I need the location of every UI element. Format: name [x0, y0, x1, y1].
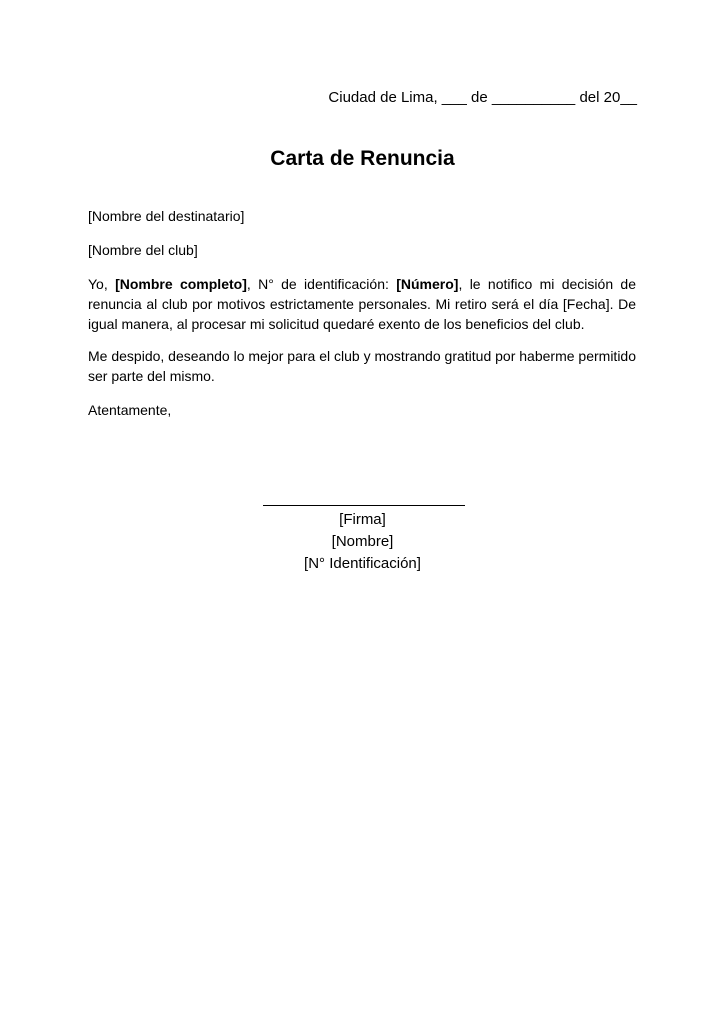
- signature-firma: [Firma]: [339, 511, 386, 528]
- signature-nombre: [Nombre]: [331, 533, 394, 550]
- paragraph-id-label: , N° de identificación:: [246, 276, 397, 292]
- signature-identificacion: [N° Identificación]: [304, 555, 421, 572]
- paragraph-prefix: Yo,: [88, 276, 116, 292]
- paragraph-rest: , le notifico mi decisión de renuncia al club por motivos estrictamente personales. Mi retiro será el día [Fecha]. De igual manera, al procesar mi solicitud quedaré exento de los beneficios del club.: [88, 276, 637, 332]
- farewell-paragraph: Me despido, deseando lo mejor para el club y mostrando gratitud por haberme permitido ser parte del mismo.: [88, 348, 636, 384]
- resignation-paragraph: [88, 274, 636, 334]
- signature-block: [0, 509, 725, 575]
- signature-line: [263, 505, 465, 506]
- recipient-name: [Nombre del destinatario]: [88, 208, 245, 224]
- full-name-placeholder: [Nombre completo]: [115, 276, 247, 292]
- closing-salutation: Atentamente,: [88, 402, 172, 418]
- date-line: Ciudad de Lima, ___ de __________ del 20__: [328, 89, 637, 106]
- id-number-placeholder: [Número]: [396, 276, 459, 292]
- letter-title: Carta de Renuncia: [270, 147, 455, 170]
- club-name: [Nombre del club]: [88, 242, 198, 258]
